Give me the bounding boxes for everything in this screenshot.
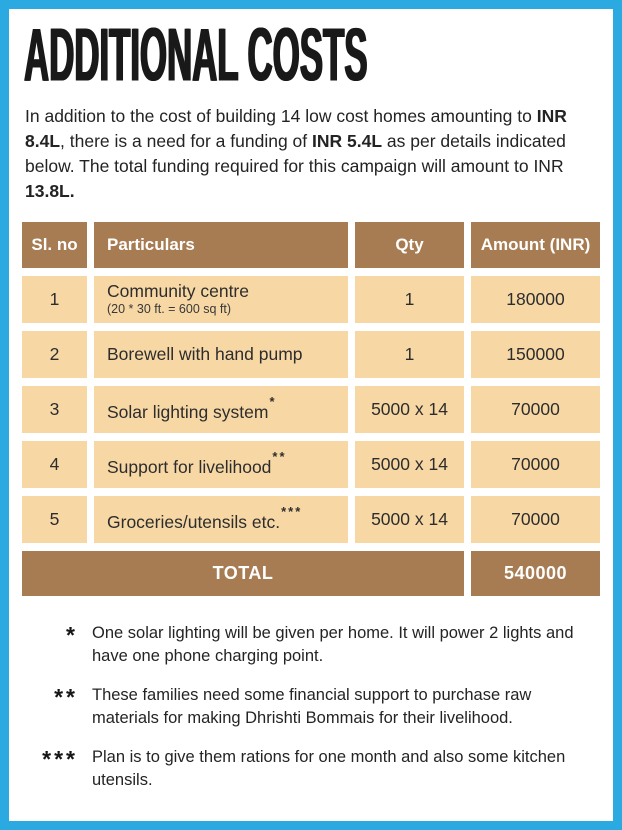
particulars-text: Groceries/utensils etc.***: [107, 504, 303, 532]
particulars-text: Community centre: [107, 281, 249, 301]
footnote-asterisks: *: [66, 622, 78, 648]
intro-text: In addition to the cost of building 14 low cost homes amounting to: [25, 106, 537, 126]
asterisk-marker: **: [272, 449, 287, 465]
cost-table: [22, 222, 600, 596]
row-2-sl-no: 2: [22, 331, 87, 378]
row-2-amount: 150000: [471, 331, 600, 378]
row-4-amount: 70000: [471, 441, 600, 488]
row-5-amount: 70000: [471, 496, 600, 543]
row-1-amount: 180000: [471, 276, 600, 323]
row-5-particulars: [94, 496, 348, 543]
footnote-1: [22, 622, 600, 668]
row-1-qty: 1: [355, 276, 464, 323]
intro-paragraph: [25, 104, 609, 204]
particulars-text: Solar lighting system*: [107, 394, 277, 422]
row-3-amount: 70000: [471, 386, 600, 433]
row-2-particulars: [94, 331, 348, 378]
row-3-qty: 5000 x 14: [355, 386, 464, 433]
intro-text: as per details indicated below. The total funding required for this campaign will amount to INR: [25, 131, 566, 176]
row-4-qty: 5000 x 14: [355, 441, 464, 488]
column-header-qty: Qty: [355, 222, 464, 268]
particulars-subtext: (20 * 30 ft. = 600 sq ft): [107, 302, 232, 316]
asterisk-marker: *: [269, 394, 277, 410]
footnote-asterisks: **: [54, 684, 78, 710]
column-header-sl-no: Sl. no: [22, 222, 87, 268]
total-label-cell: TOTAL: [22, 551, 464, 596]
row-4-particulars: [94, 441, 348, 488]
footnote-2: [22, 684, 600, 730]
particulars-text: Support for livelihood**: [107, 449, 287, 477]
total-amount-cell: 540000: [471, 551, 600, 596]
page-title: ADDITIONAL COSTS: [24, 12, 368, 97]
footnote-text: These families need some financial support to purchase raw materials for making Dhrishti Bommais for their livelihood.: [92, 686, 532, 727]
column-header-amount: Amount (INR): [471, 222, 600, 268]
row-1-sl-no: 1: [22, 276, 87, 323]
row-3-particulars: [94, 386, 348, 433]
row-5-qty: 5000 x 14: [355, 496, 464, 543]
footnote-asterisks: ***: [42, 746, 78, 772]
row-5-sl-no: 5: [22, 496, 87, 543]
footnote-text: One solar lighting will be given per home. It will power 2 lights and have one phone charging point.: [92, 624, 574, 665]
asterisk-marker: ***: [281, 504, 303, 520]
footnotes-section: [22, 622, 600, 792]
row-4-sl-no: 4: [22, 441, 87, 488]
column-header-particulars: Particulars: [94, 222, 348, 268]
row-3-sl-no: 3: [22, 386, 87, 433]
particulars-text: Borewell with hand pump: [107, 344, 303, 364]
footnote-text: Plan is to give them rations for one month and also some kitchen utensils.: [92, 748, 566, 789]
intro-text: , there is a need for a funding of: [60, 131, 313, 151]
footnote-3: [22, 746, 600, 792]
row-1-particulars: [94, 276, 348, 323]
intro-bold-figure: INR 5.4L: [312, 131, 383, 151]
intro-bold-figure: INR 8.4L: [25, 106, 567, 151]
intro-bold-figure: 13.8L.: [25, 181, 75, 201]
row-2-qty: 1: [355, 331, 464, 378]
